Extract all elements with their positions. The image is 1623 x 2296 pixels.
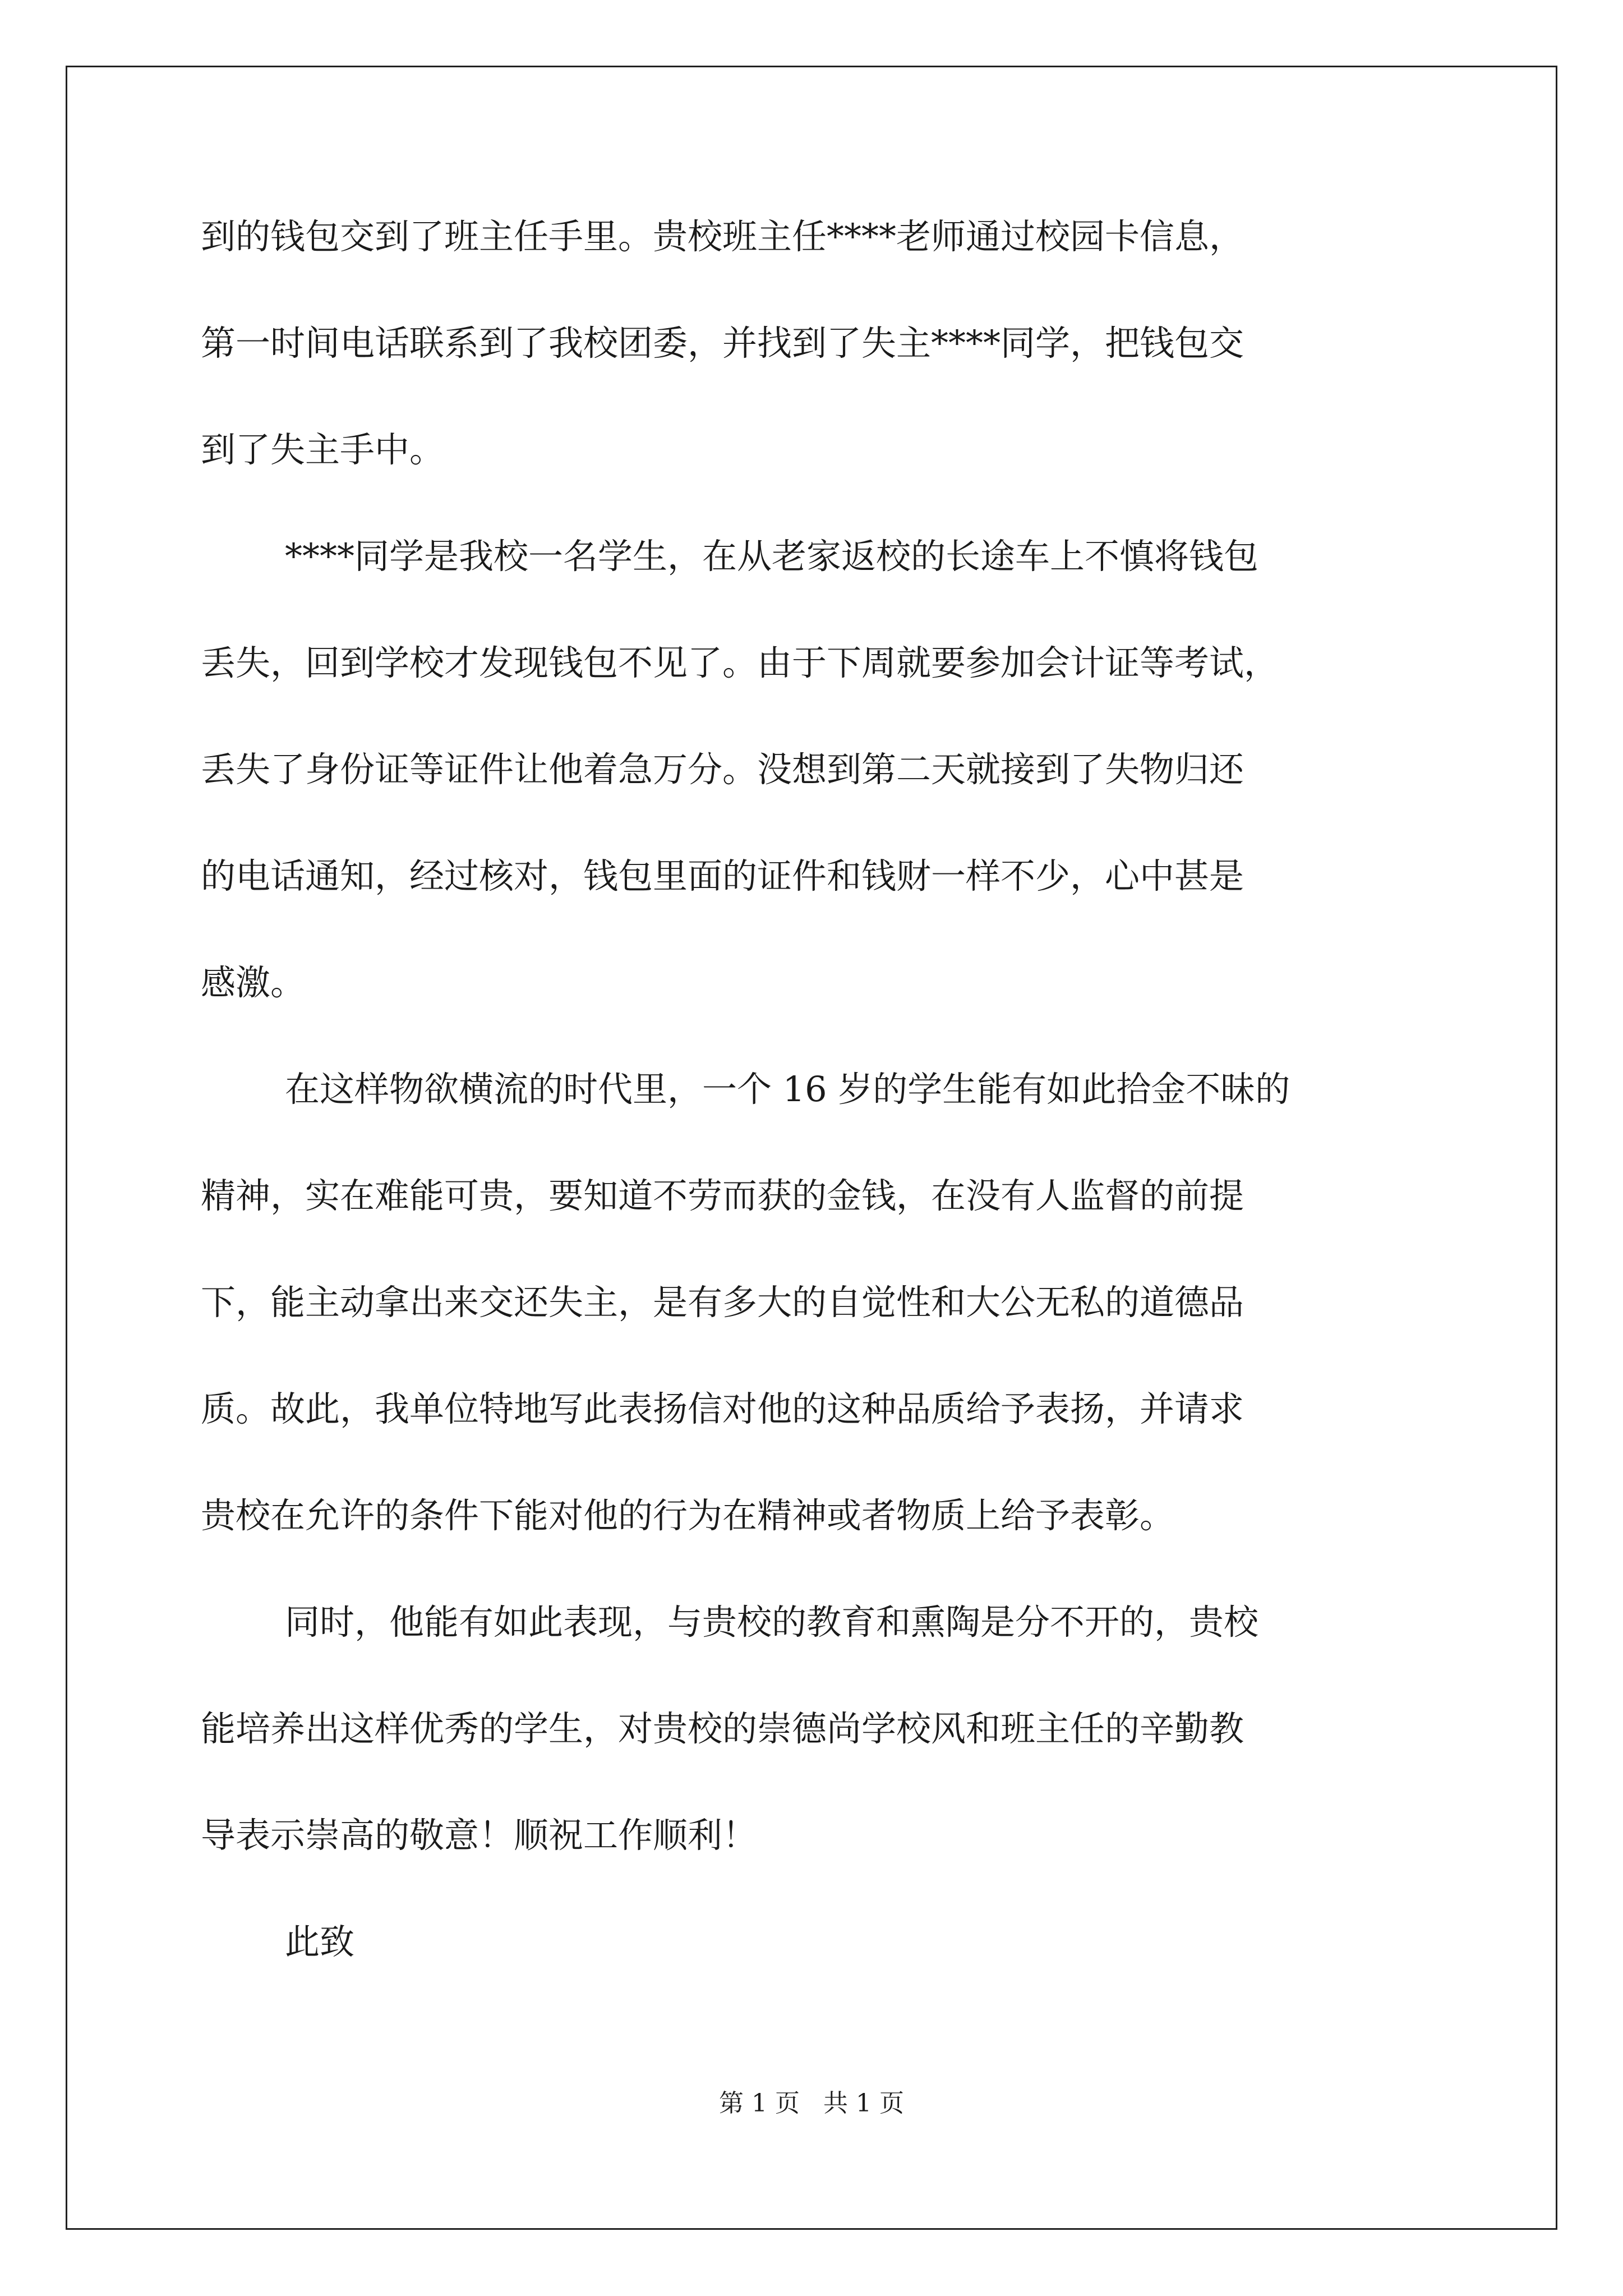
text-line: 到的钱包交到了班主任手里。贵校班主任****老师通过校园卡信息， — [201, 216, 1244, 257]
paragraph-start-line: 在这样物欲横流的时代里，一个 16 岁的学生能有如此拾金不昧的 — [285, 1069, 1290, 1110]
paragraph-start-line: 同时，他能有如此表现，与贵校的教育和熏陶是分不开的，贵校 — [285, 1602, 1259, 1642]
text-line: 贵校在允许的条件下能对他的行为在精神或者物质上给予表彰。 — [201, 1495, 1175, 1536]
text-line: 感激。 — [201, 962, 306, 1003]
text-line: 下，能主动拿出来交还失主，是有多大的自觉性和大公无私的道德品 — [201, 1282, 1244, 1323]
text-line: 导表示崇高的敬意！顺祝工作顺利！ — [201, 1815, 758, 1856]
text-line: 质。故此，我单位特地写此表扬信对他的这种品质给予表扬，并请求 — [201, 1388, 1244, 1429]
letter-body — [201, 215, 1435, 2027]
text-line: 能培养出这样优秀的学生，对贵校的崇德尚学校风和班主任的辛勤教 — [201, 1708, 1244, 1749]
paragraph-start-line: ****同学是我校一名学生，在从老家返校的长途车上不慎将钱包 — [285, 536, 1259, 577]
text-line: 到了失主手中。 — [201, 429, 445, 470]
text-line: 丢失了身份证等证件让他着急万分。没想到第二天就接到了失物归还 — [201, 749, 1244, 790]
page-number-footer: 第 1 页 共 1 页 — [719, 2089, 904, 2118]
closing-salutation: 此致 — [285, 1921, 355, 1962]
text-line: 的电话通知，经过核对，钱包里面的证件和钱财一样不少，心中甚是 — [201, 855, 1244, 896]
text-line: 精神，实在难能可贵，要知道不劳而获的金钱，在没有人监督的前提 — [201, 1175, 1244, 1216]
text-line: 第一时间电话联系到了我校团委，并找到了失主****同学，把钱包交 — [201, 323, 1244, 364]
text-line: 丢失，回到学校才发现钱包不见了。由于下周就要参加会计证等考试， — [201, 642, 1279, 683]
